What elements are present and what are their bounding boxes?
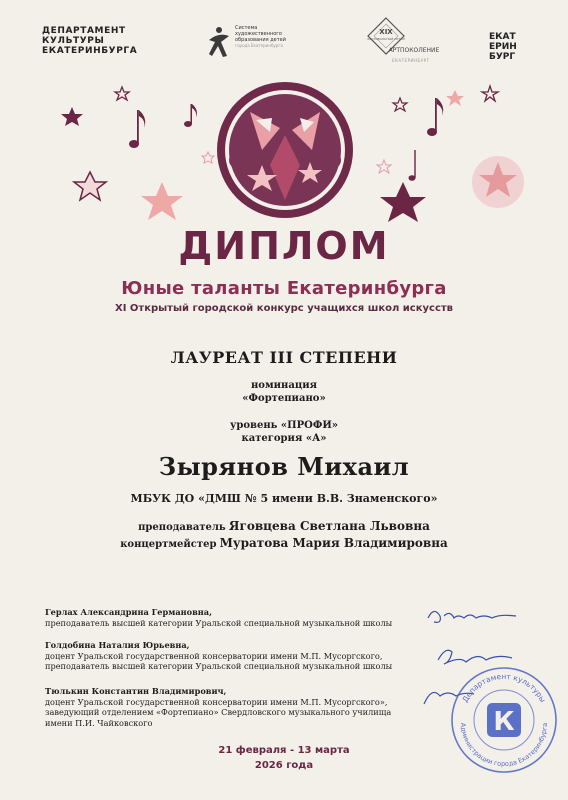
- festival-number: XIX: [379, 28, 393, 36]
- contest-subtitle: Юные таланты Екатеринбурга: [121, 278, 447, 299]
- jury-title: заведующий отделением «Фортепиано» Свердловского музыкального училища: [45, 707, 392, 717]
- festival-sub: ЕКАТЕРИНБУРГ: [392, 58, 430, 63]
- star-outline-icon: [482, 86, 498, 101]
- city-line-2: ЕРИН: [489, 42, 517, 52]
- accompanist-label: концертмейстер: [120, 539, 217, 550]
- contest-emblem-icon: [217, 82, 353, 218]
- dept-line-1: ДЕПАРТАМЕНТ: [42, 26, 126, 36]
- svg-text:Департамент культуры: [460, 672, 547, 704]
- stamp-top-text: Департамент культуры: [460, 671, 548, 704]
- teacher-line: [0, 519, 568, 533]
- contest-dates: 21 февраля - 13 марта: [218, 745, 350, 756]
- laureate-degree: ЛАУРЕАТ III СТЕПЕНИ: [170, 348, 398, 367]
- jury-member: [45, 607, 392, 628]
- music-note-icon: [427, 98, 443, 136]
- jury-member: [45, 686, 391, 728]
- star-outline-icon: [74, 172, 106, 200]
- level: уровень «ПРОФИ»: [229, 420, 339, 431]
- jury-member: [45, 640, 392, 672]
- stamp-bottom-text: Администрации города Екатеринбурга: [458, 722, 550, 769]
- jury-name: Герлах Александрина Германовна,: [45, 607, 212, 617]
- festival-small: ФЕСТИВАЛЬНЫЙ СЕЗОН: [367, 37, 405, 41]
- jury-title: доцент Уральской государственной консерватории имени М.П. Мусоргского,: [45, 650, 383, 661]
- contest-year: 2026 года: [254, 760, 314, 771]
- city-line-1: ЕКАТ: [489, 32, 516, 42]
- nomination-value: «Фортепиано»: [242, 393, 326, 404]
- music-note-icon: [409, 150, 416, 181]
- music-note-icon: [184, 104, 197, 127]
- jury-name: Голдобина Наталия Юрьевна,: [45, 640, 190, 650]
- signature-1: [428, 611, 516, 622]
- category: категория «А»: [241, 433, 327, 444]
- star-icon: [380, 182, 426, 222]
- music-note-icon: [129, 110, 145, 148]
- system-sub: города Екатеринбурга: [235, 43, 283, 49]
- jury-title: доцент Уральской государственной консерватории имени М.П. Мусоргского»,: [45, 696, 388, 707]
- recipient-name: Зырянов Михаил: [158, 452, 410, 481]
- star-outline-icon: [377, 160, 391, 173]
- city-line-3: БУРГ: [489, 52, 516, 62]
- contest-name: XI Открытый городской конкурс учащихся школ искусств: [114, 303, 453, 314]
- stamp-letter: К: [493, 707, 515, 737]
- star-icon: [61, 107, 83, 126]
- signature-2: [438, 650, 512, 664]
- star-icon: [141, 182, 183, 220]
- star-icon: [446, 90, 464, 106]
- jury-title: имени П.И. Чайковского: [45, 717, 153, 728]
- dept-line-3: ЕКАТЕРИНБУРГА: [42, 46, 138, 56]
- official-stamp: [449, 665, 559, 775]
- star-outline-icon: [393, 98, 407, 111]
- system-line-3: образования детей: [235, 36, 286, 43]
- star-outline-icon: [115, 87, 129, 100]
- system-line-2: художественного: [235, 30, 282, 37]
- accompanist-line: [0, 536, 568, 550]
- star-outline-icon: [202, 152, 214, 163]
- school-name: МБУК ДО «ДМШ № 5 имени В.В. Знаменского»: [130, 492, 438, 505]
- system-line-1: Система: [235, 25, 258, 31]
- accompanist-name: Муратова Мария Владимировна: [219, 536, 448, 550]
- jury-name: Тюлькин Константин Владимирович,: [45, 686, 227, 696]
- jury-title: преподаватель высшей категории Уральской специальной музыкальной школы: [45, 617, 393, 628]
- diploma-title: ДИПЛОМ: [178, 224, 390, 268]
- dept-line-2: КУЛЬТУРЫ: [42, 36, 105, 46]
- nomination-label: номинация: [250, 380, 318, 391]
- teacher-name: Яговцева Светлана Львовна: [228, 519, 430, 533]
- festival-name: АРТПОКОЛЕНИЕ: [388, 47, 440, 54]
- teacher-label: преподаватель: [138, 522, 226, 533]
- jury-title: преподаватель высшей категории Уральской специальной музыкальной школы: [45, 661, 393, 671]
- decorative-artwork: [0, 0, 568, 260]
